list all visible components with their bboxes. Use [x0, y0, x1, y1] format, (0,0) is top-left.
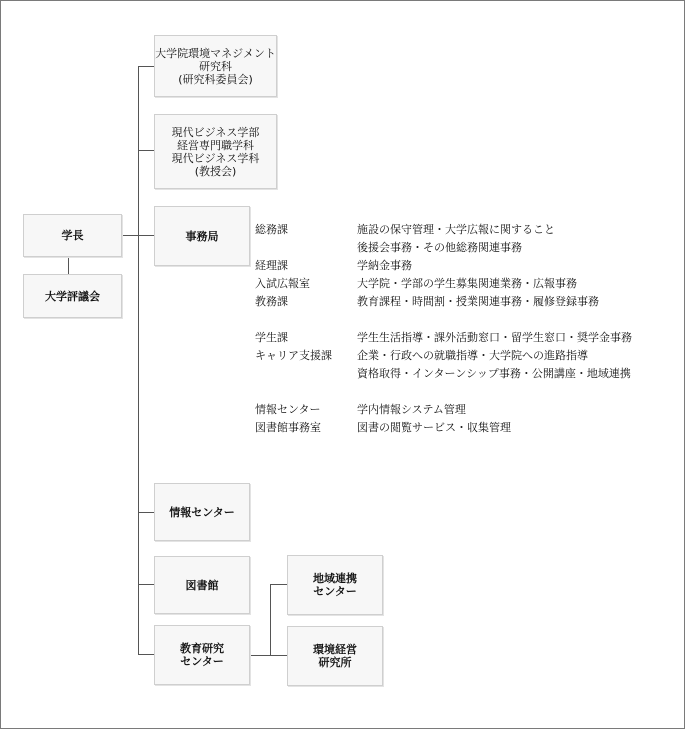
library-label: 図書館 [185, 578, 219, 592]
section-name: 総務課 [255, 223, 288, 236]
research-center-line-2: センター [180, 655, 224, 668]
senate-label: 大学評議会 [45, 289, 100, 303]
regional-center-line-2: センター [313, 585, 357, 598]
faculty-line-2: 経営専門職学科 [177, 138, 254, 152]
faculty-line-3: 現代ビジネス学科 [171, 151, 260, 165]
section-duties: 施設の保守管理・大学広報に関すること [357, 223, 555, 236]
graduate-school-line-2: 研究科 [199, 59, 232, 73]
environment-institute-line-1: 環境経営 [313, 643, 357, 656]
faculty-line-1: 現代ビジネス学部 [171, 125, 260, 139]
research-center-box [154, 625, 250, 685]
section-duties: 図書の閲覧サービス・収集管理 [357, 421, 511, 434]
section-name: 入試広報室 [255, 277, 310, 290]
section-duties: 学内情報システム管理 [357, 403, 466, 416]
section-duties: 学生生活指導・課外活動窓口・留学生窓口・奨学金事務 [357, 331, 632, 344]
faculty-box [154, 114, 277, 189]
section-duties: 学納金事務 [357, 259, 412, 272]
section-duties: 資格取得・インターンシップ事務・公開講座・地域連携 [357, 367, 631, 380]
president-box [23, 214, 122, 257]
info-center-label: 情報センター [169, 505, 235, 519]
section-name: 情報センター [255, 403, 321, 416]
regional-center-line-1: 地域連携 [313, 572, 357, 585]
graduate-school-line-3: (研究科委員会) [178, 72, 253, 86]
environment-institute-box [287, 626, 383, 686]
section-name: 図書館事務室 [255, 421, 321, 434]
section-duties: 大学院・学部の学生募集関連業務・広報事務 [357, 277, 577, 290]
research-center-line-1: 教育研究 [180, 642, 224, 655]
regional-center-box [287, 555, 383, 615]
library-box [154, 556, 250, 614]
graduate-school-box [154, 35, 277, 97]
faculty-line-4: (教授会) [194, 164, 237, 178]
office-box [154, 206, 250, 266]
environment-institute-line-2: 研究所 [318, 656, 352, 669]
section-duties: 後援会事務・その他総務関連事務 [357, 241, 522, 254]
section-duties: 企業・行政への就職指導・大学院への進路指導 [357, 349, 588, 362]
office-label: 事務局 [185, 229, 219, 243]
info-center-box [154, 483, 250, 541]
section-name: 教務課 [255, 295, 288, 308]
graduate-school-line-1: 大学院環境マネジメント [155, 46, 276, 60]
section-name: キャリア支援課 [255, 349, 332, 362]
section-name: 学生課 [255, 331, 288, 344]
president-label: 学長 [61, 229, 84, 242]
section-duties: 教育課程・時間割・授業関連事務・履修登録事務 [357, 295, 599, 308]
senate-box [23, 274, 122, 318]
section-name: 経理課 [255, 259, 288, 272]
